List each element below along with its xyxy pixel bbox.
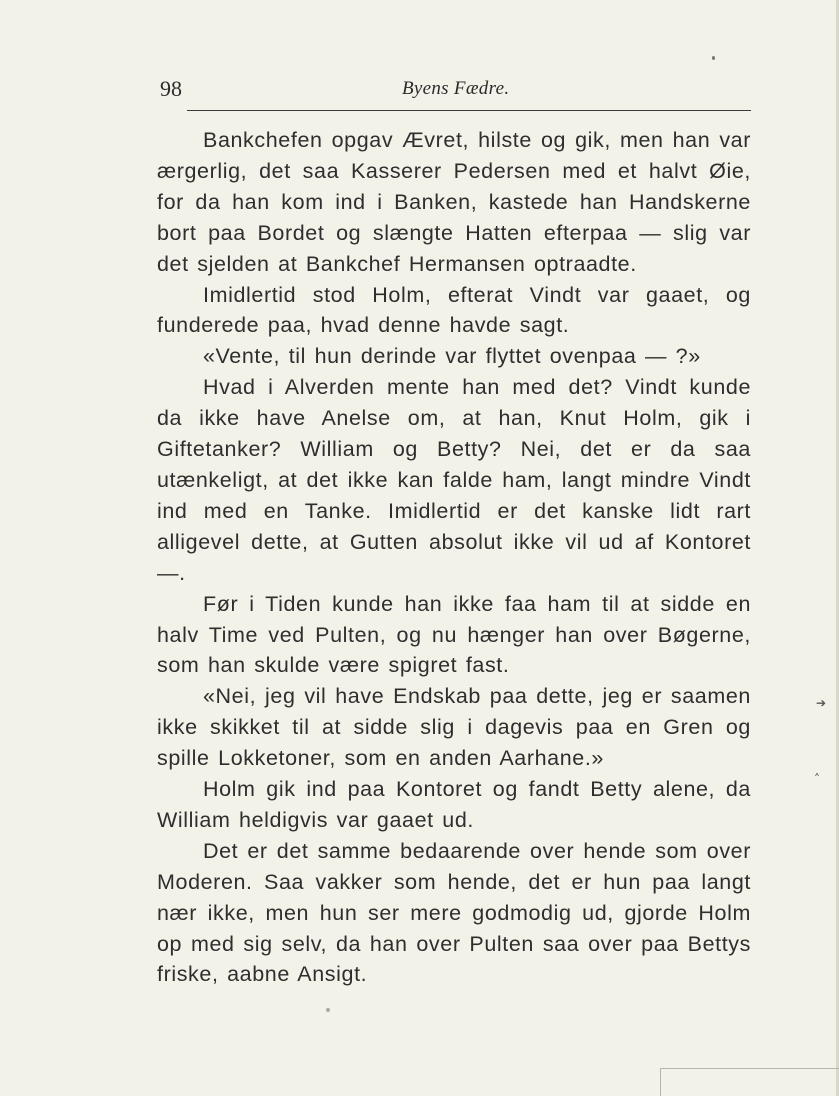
paragraph: Holm gik ind paa Kontoret og fandt Betty alene, da William heldigvis var gaaet ud.: [157, 777, 751, 832]
header-rule: [187, 110, 751, 111]
running-title: Byens Fædre.: [402, 78, 510, 99]
paragraph: Det er det samme bedaarende over hende som over Moderen. Saa vakker som hende, det er hun paa langt nær ikke, men hun ser mere godmodig ud, gjorde Holm op med sig selv, da han over Pulten saa over paa Bettys friske, aabne Ansigt.: [157, 838, 751, 987]
page-header: [160, 76, 750, 106]
paragraph: «Vente, til hun derinde var flyttet ovenpaa — ?»: [203, 344, 701, 369]
page-number: 98: [160, 76, 182, 101]
paragraph: Før i Tiden kunde han ikke faa ham til at sidde en halv Time ved Pulten, og nu hænger han over Bøgerne, som han skulde være spigret fast.: [157, 591, 751, 678]
scan-corner-line: [660, 1068, 839, 1069]
ink-speck: [712, 56, 715, 60]
margin-mark: ˄: [814, 772, 820, 786]
body-text: [157, 125, 751, 990]
paragraph: Bankchefen opgav Ævret, hilste og gik, men han var ærgerlig, det saa Kasserer Pedersen med et halvt Øie, for da han kom ind i Banken, kastede han Handskerne bort paa Bordet og slængte Hatten efterpaa — slig var det sjelden at Bankchef Hermansen optraadte.: [157, 128, 751, 276]
paragraph: Imidlertid stod Holm, efterat Vindt var gaaet, og funderede paa, hvad denne havde sagt.: [157, 282, 751, 338]
margin-mark: ➔: [816, 696, 827, 710]
scan-corner-line: [660, 1068, 661, 1096]
paragraph: «Nei, jeg vil have Endskab paa dette, jeg er saamen ikke skikket til at sidde slig i dagevis paa en Gren og spille Lokketoner, som en anden Aarhane.»: [157, 684, 751, 771]
paragraph: Hvad i Alverden mente han med det? Vindt kunde da ikke have Anelse om, at han, Knut Holm, gik i Giftetanker? William og Betty? Nei, det er da saa utænkeligt, at det ikke kan falde ham, langt mindre Vindt ind med en Tanke. Imidlertid er det kanske lidt rart alligevel dette, at Gutten absolut ikke vil ud af Kontoret —.: [157, 375, 751, 585]
ink-speck: [326, 1008, 330, 1012]
